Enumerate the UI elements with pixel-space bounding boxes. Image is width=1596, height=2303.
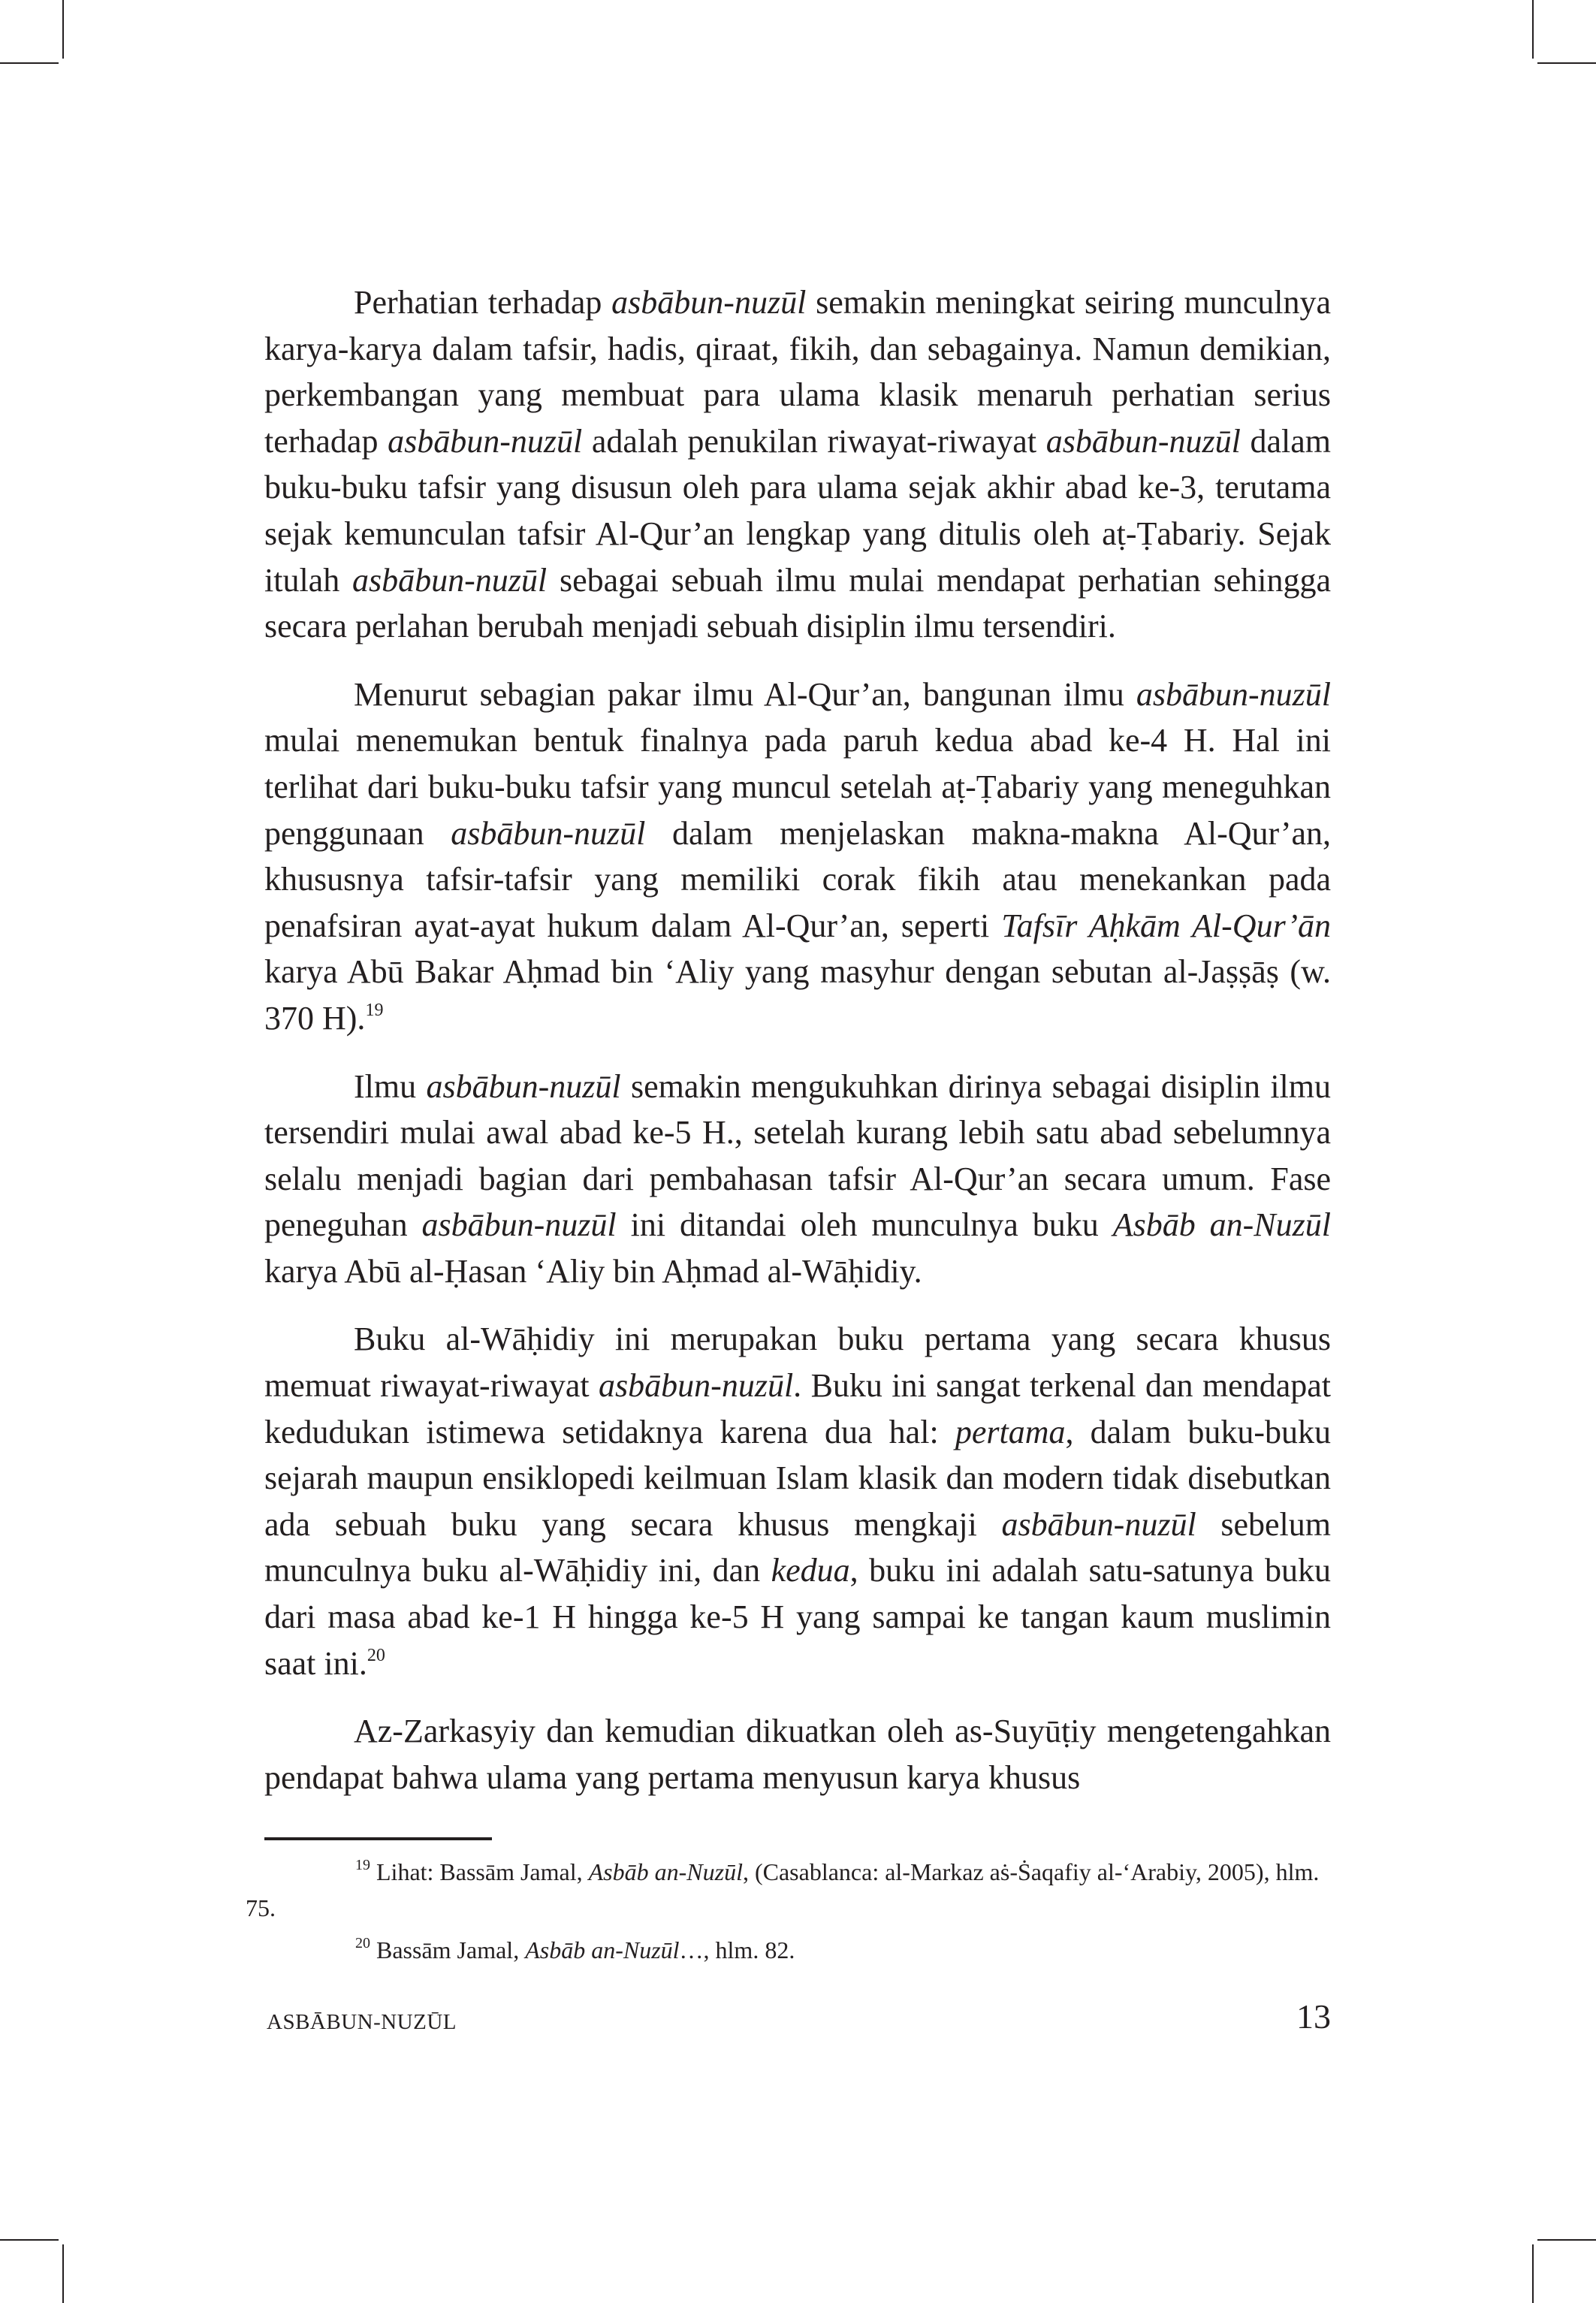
text-run: Perhatian terhadap bbox=[354, 284, 612, 321]
text-run: semakin mengukuhkan dirinya sebagai disiplin ilmu tersendiri mulai awal abad ke-5 H., setelah kurang lebih satu abad sebelumnya selalu menjadi bagian dari pembahasan tafsir Al-Qur’an secara umum. Fase peneguhan bbox=[264, 1067, 1331, 1244]
crop-mark-bottom-left-vertical bbox=[62, 2244, 64, 2303]
italic-term: asbābun-nuzūl bbox=[352, 561, 548, 599]
text-run: , (Casablanca: al-Markaz aṡ-Ṡaqafiy al-‘Arabiy, 2005), hlm. 75. bbox=[246, 1858, 1320, 1921]
text-run: dalam menjelaskan makna-makna Al-Qur’an, khususnya tafsir-tafsir yang memiliki corak fikih atau menekankan pada penafsiran ayat-ayat hukum dalam Al-Qur’an, seperti bbox=[264, 814, 1332, 944]
crop-mark-top-left-horizontal bbox=[0, 62, 59, 64]
italic-term: asbābun-nuzūl bbox=[1001, 1505, 1196, 1543]
text-run: sebagai sebuah ilmu mulai mendapat perhatian sehingga secara perlahan berubah menjadi sebuah disiplin ilmu tersendiri. bbox=[264, 561, 1331, 645]
italic-term: asbābun-nuzūl bbox=[451, 814, 646, 852]
italic-term: asbābun-nuzūl bbox=[1045, 422, 1241, 460]
crop-mark-bottom-left-horizontal bbox=[0, 2239, 59, 2241]
italic-term: asbābun-nuzūl bbox=[421, 1206, 617, 1244]
crop-mark-bottom-right-vertical bbox=[1532, 2244, 1534, 2303]
italic-term: asbābun-nuzūl bbox=[611, 284, 807, 321]
page-number: 13 bbox=[1296, 1997, 1331, 2036]
text-run: Menurut sebagian pakar ilmu Al-Qur’an, bangunan ilmu bbox=[354, 675, 1136, 713]
italic-term: asbābun-nuzūl bbox=[599, 1367, 794, 1405]
footnote-ref: 20 bbox=[367, 1645, 385, 1665]
italic-term: asbābun-nuzūl bbox=[1136, 675, 1331, 713]
footnote-separator bbox=[264, 1837, 492, 1840]
italic-term: pertama bbox=[955, 1413, 1066, 1450]
text-run: Az-Zarkasyiy dan kemudian dikuatkan oleh as-Suyūṭiy mengetengahkan pendapat bahwa ulama yang pertama menyusun karya khusus bbox=[264, 1713, 1331, 1796]
italic-term: Tafsīr Aḥkām Al-Qur’ān bbox=[1001, 907, 1331, 944]
footnote-20 bbox=[246, 1932, 1331, 1968]
footnote-ref: 20 bbox=[355, 1935, 370, 1951]
paragraph bbox=[264, 672, 1331, 1042]
body-text bbox=[264, 279, 1331, 1822]
text-run: karya Abū al-Ḥasan ‘Aliy bin Aḥmad al-Wāḥidiy. bbox=[264, 1252, 922, 1290]
text-run: . Buku ini sangat terkenal dan mendapat kedudukan istimewa setidaknya karena dua hal: bbox=[264, 1367, 1331, 1450]
footnotes bbox=[246, 1854, 1331, 1974]
text-run: semakin meningkat seiring munculnya karya-karya dalam tafsir, hadis, qiraat, fikih, dan sebagainya. Namun demikian, perkembangan yang membuat para ulama klasik menaruh perhatian serius terhadap bbox=[264, 284, 1332, 460]
text-run: mulai menemukan bentuk finalnya pada paruh kedua abad ke-4 H. Hal ini terlihat dari buku-buku tafsir yang muncul setelah aṭ-Ṭabariy yang meneguhkan penggunaan bbox=[264, 722, 1331, 852]
paragraph bbox=[264, 1064, 1331, 1295]
text-run: , buku ini adalah satu-satunya buku dari masa abad ke-1 H hingga ke-5 H yang sampai ke tangan kaum muslimin saat ini. bbox=[264, 1552, 1332, 1682]
paragraph bbox=[264, 1316, 1331, 1686]
text-run: Ilmu bbox=[354, 1067, 427, 1105]
text-run: dalam buku-buku tafsir yang disusun oleh para ulama sejak akhir abad ke-3, terutama sejak kemunculan tafsir Al-Qur’an lengkap yang ditulis oleh aṭ-Ṭabariy. Sejak itulah bbox=[264, 422, 1332, 599]
paragraph bbox=[264, 279, 1331, 650]
crop-mark-top-right-horizontal bbox=[1537, 62, 1596, 64]
crop-mark-bottom-right-horizontal bbox=[1537, 2239, 1596, 2241]
text-run: Lihat: Bassām Jamal, bbox=[370, 1858, 589, 1885]
italic-term: Asbāb an-Nuzūl bbox=[1112, 1206, 1331, 1244]
crop-mark-top-right-vertical bbox=[1532, 0, 1534, 59]
italic-term: asbābun-nuzūl bbox=[388, 422, 583, 460]
footnote-19 bbox=[246, 1854, 1331, 1926]
text-run: karya Abū Bakar Aḥmad bin ‘Aliy yang masyhur dengan sebutan al-Jaṣṣāṣ (w. 370 H). bbox=[264, 953, 1331, 1037]
text-run: sebelum munculnya buku al-Wāḥidiy ini, dan bbox=[264, 1505, 1332, 1589]
paragraph bbox=[264, 1708, 1331, 1800]
footnote-ref: 19 bbox=[355, 1857, 370, 1873]
text-run: Buku al-Wāḥidiy ini merupakan buku pertama yang secara khusus memuat riwayat-riwayat bbox=[264, 1321, 1331, 1405]
text-run: …, hlm. 82. bbox=[679, 1936, 795, 1963]
text-run: Bassām Jamal, bbox=[370, 1936, 526, 1963]
italic-term: Asbāb an-Nuzūl bbox=[525, 1936, 680, 1963]
crop-mark-top-left-vertical bbox=[62, 0, 64, 59]
footnote-ref: 19 bbox=[365, 1000, 384, 1020]
text-run: ini ditandai oleh munculnya buku bbox=[616, 1206, 1113, 1244]
running-head: ASBĀBUN-NUZŪL bbox=[267, 2010, 457, 2034]
italic-term: Asbāb an-Nuzūl bbox=[588, 1858, 743, 1885]
text-run: , dalam buku-buku sejarah maupun ensiklopedi keilmuan Islam klasik dan modern tidak disebutkan ada sebuah buku yang secara khusus mengkaji bbox=[264, 1413, 1331, 1543]
text-run: adalah penukilan riwayat-riwayat bbox=[582, 422, 1046, 460]
italic-term: kedua bbox=[771, 1552, 850, 1589]
italic-term: asbābun-nuzūl bbox=[426, 1067, 621, 1105]
